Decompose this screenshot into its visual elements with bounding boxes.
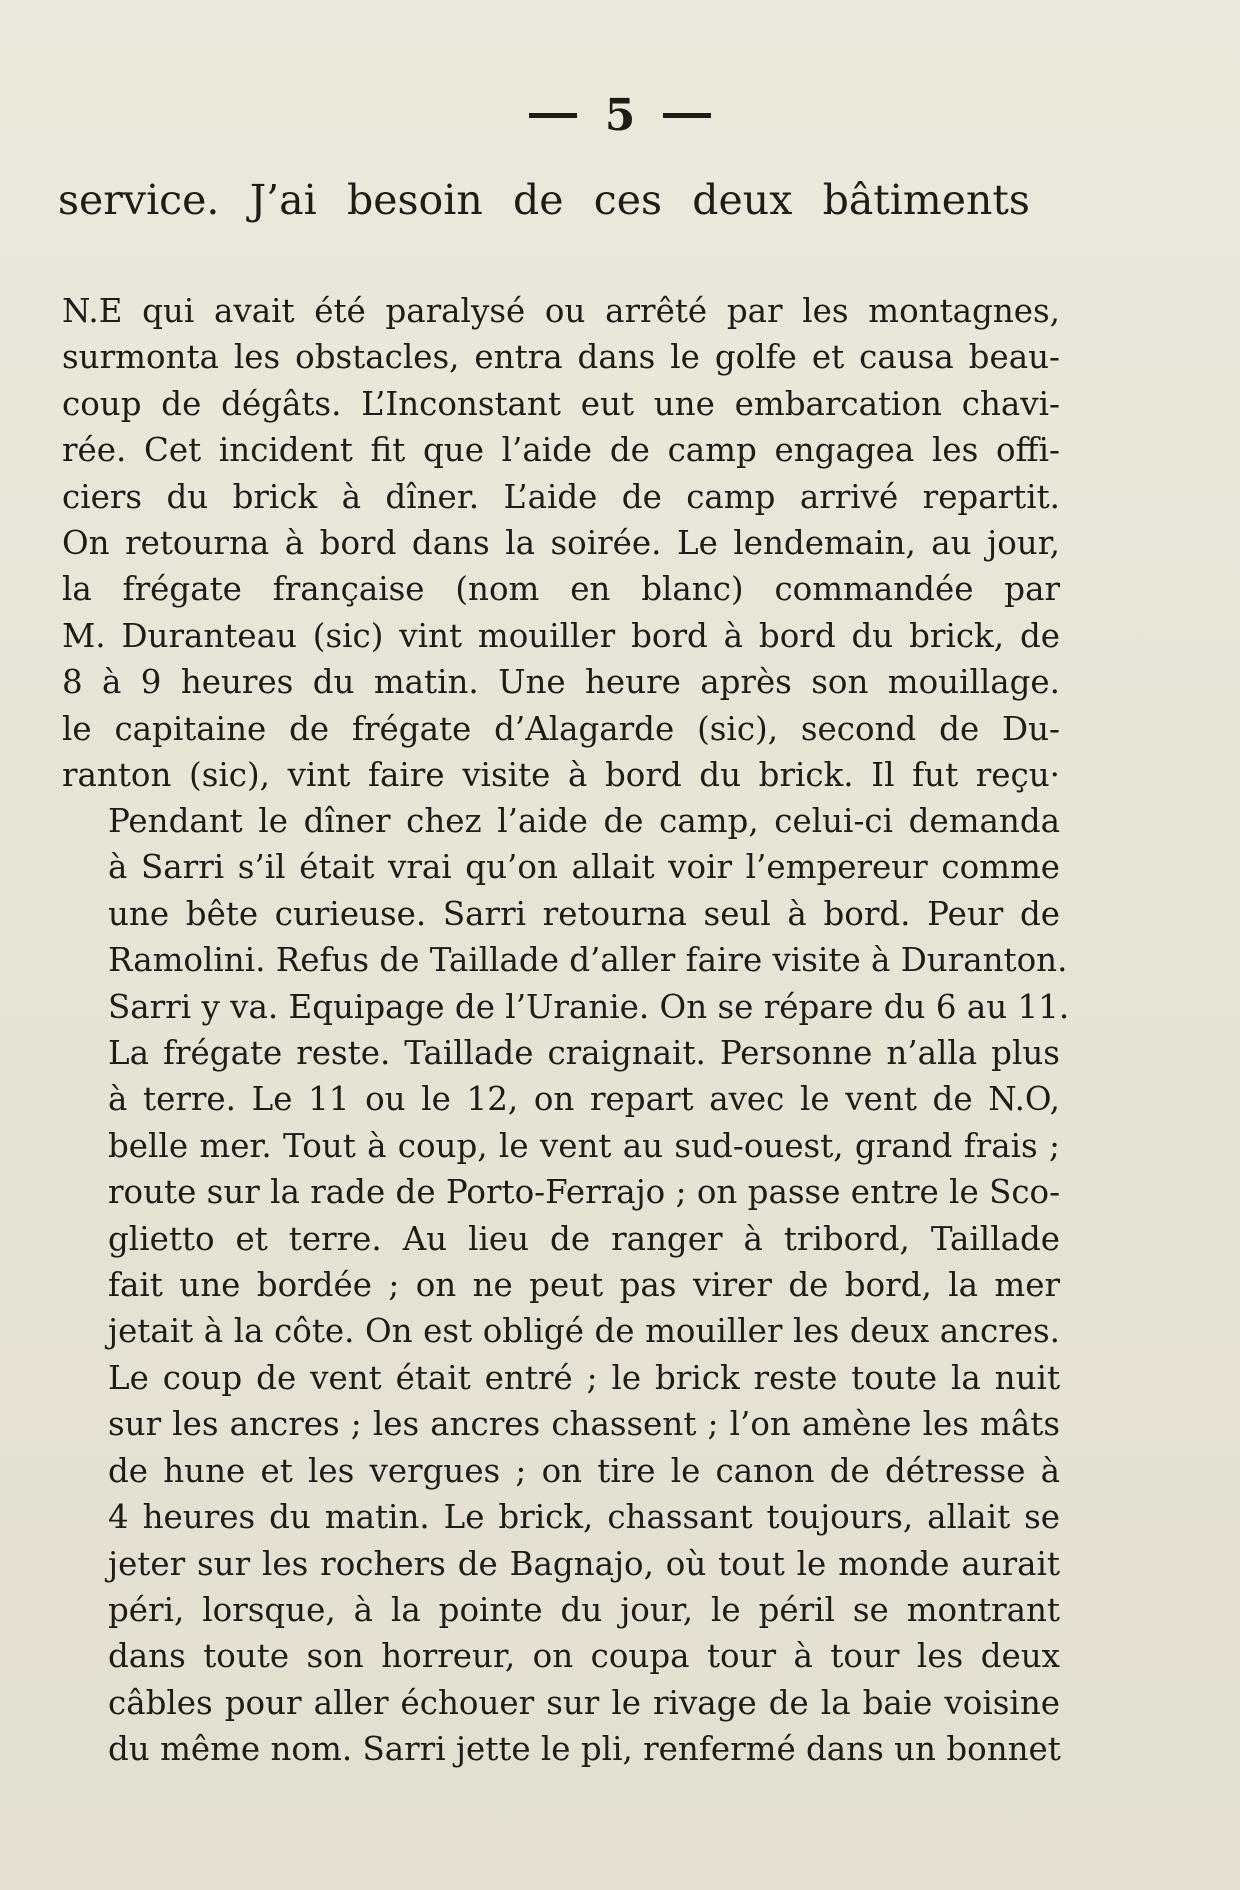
top-word: de <box>512 176 564 224</box>
text-line: le capitaine de frégate d’Alagarde (sic), second de Du- <box>62 709 1060 748</box>
text-line: la frégate française (nom en blanc) commandée par <box>62 570 1060 609</box>
text-line: péri, lorsque, à la pointe du jour, le péril se montrant <box>108 1590 1060 1629</box>
top-word: ces <box>593 176 663 224</box>
text-line: dans toute son horreur, on coupa tour à tour les deux <box>108 1637 1060 1676</box>
text-line: à terre. Le 11 ou le 12, on repart avec le vent de N.O, <box>108 1080 1060 1119</box>
text-line: surmonta les obstacles, entra dans le golfe et causa beau- <box>62 338 1060 377</box>
text-line: La frégate reste. Taillade craignait. Personne n’alla plus <box>108 1034 1060 1073</box>
text-line: fait une bordée ; on ne peut pas virer de bord, la mer <box>108 1266 1060 1305</box>
top-word: besoin <box>346 176 483 224</box>
top-fragment-line <box>58 168 1030 232</box>
text-line: 4 heures du matin. Le brick, chassant toujours, allait se <box>108 1498 1060 1537</box>
top-word: service. <box>58 176 220 224</box>
top-word: bâtiments <box>822 176 1030 224</box>
text-line: Sarri y va. Equipage de l’Uranie. On se répare du 6 au 11. <box>108 987 1070 1026</box>
top-word: deux <box>692 176 793 224</box>
page-header <box>0 80 1240 150</box>
text-line: sur les ancres ; les ancres chassent ; l’on amène les mâts <box>108 1405 1060 1444</box>
text-line: une bête curieuse. Sarri retourna seul à bord. Peur de <box>108 894 1060 933</box>
text-line: coup de dégâts. L’Inconstant eut une embarcation chavi- <box>62 384 1060 423</box>
paragraph-2 <box>62 798 1070 1773</box>
text-line: route sur la rade de Porto-Ferrajo ; on passe entre le Sco- <box>108 1173 1061 1212</box>
text-line: câbles pour aller échouer sur le rivage de la baie voisine <box>108 1683 1060 1722</box>
text-line: jeter sur les rochers de Bagnajo, où tout le monde aurait <box>108 1544 1060 1583</box>
text-line: rée. Cet incident fit que l’aide de camp engagea les offi- <box>62 431 1060 470</box>
text-line: Pendant le dîner chez l’aide de camp, celui-ci demanda <box>108 802 1060 840</box>
text-line: 8 à 9 heures du matin. Une heure après son mouillage. <box>62 663 1060 702</box>
text-line: belle mer. Tout à coup, le vent au sud-ouest, grand frais ; <box>108 1126 1060 1165</box>
text-line: du même nom. Sarri jette le pli, renfermé dans un bonnet <box>108 1730 1061 1769</box>
text-line: Ramolini. Refus de Taillade d’aller faire visite à Duranton. <box>108 941 1068 980</box>
header-dash-right <box>663 113 711 118</box>
top-word: J’ai <box>249 176 317 224</box>
page-number: 5 <box>604 89 636 141</box>
text-line: On retourna à bord dans la soirée. Le lendemain, au jour, <box>62 524 1060 563</box>
text-line: N.E qui avait été paralysé ou arrêté par les montagnes, <box>62 292 1060 330</box>
text-line: M. Duranteau (sic) vint mouiller bord à bord du brick, de <box>62 616 1060 655</box>
paragraph-1 <box>62 288 1060 798</box>
text-line: jetait à la côte. On est obligé de mouiller les deux ancres. <box>108 1312 1060 1351</box>
text-line: ciers du brick à dîner. L’aide de camp arrivé repartit. <box>62 477 1060 516</box>
text-line: Le coup de vent était entré ; le brick reste toute la nuit <box>108 1358 1060 1397</box>
header-dash-left <box>529 113 577 118</box>
text-line: à Sarri s’il était vrai qu’on allait voir l’empereur comme <box>108 848 1060 887</box>
text-line: de hune et les vergues ; on tire le canon de détresse à <box>108 1451 1060 1490</box>
text-line: glietto et terre. Au lieu de ranger à tribord, Taillade <box>108 1219 1060 1258</box>
text-line: ranton (sic), vint faire visite à bord du brick. Il fut reçu· <box>62 756 1060 795</box>
